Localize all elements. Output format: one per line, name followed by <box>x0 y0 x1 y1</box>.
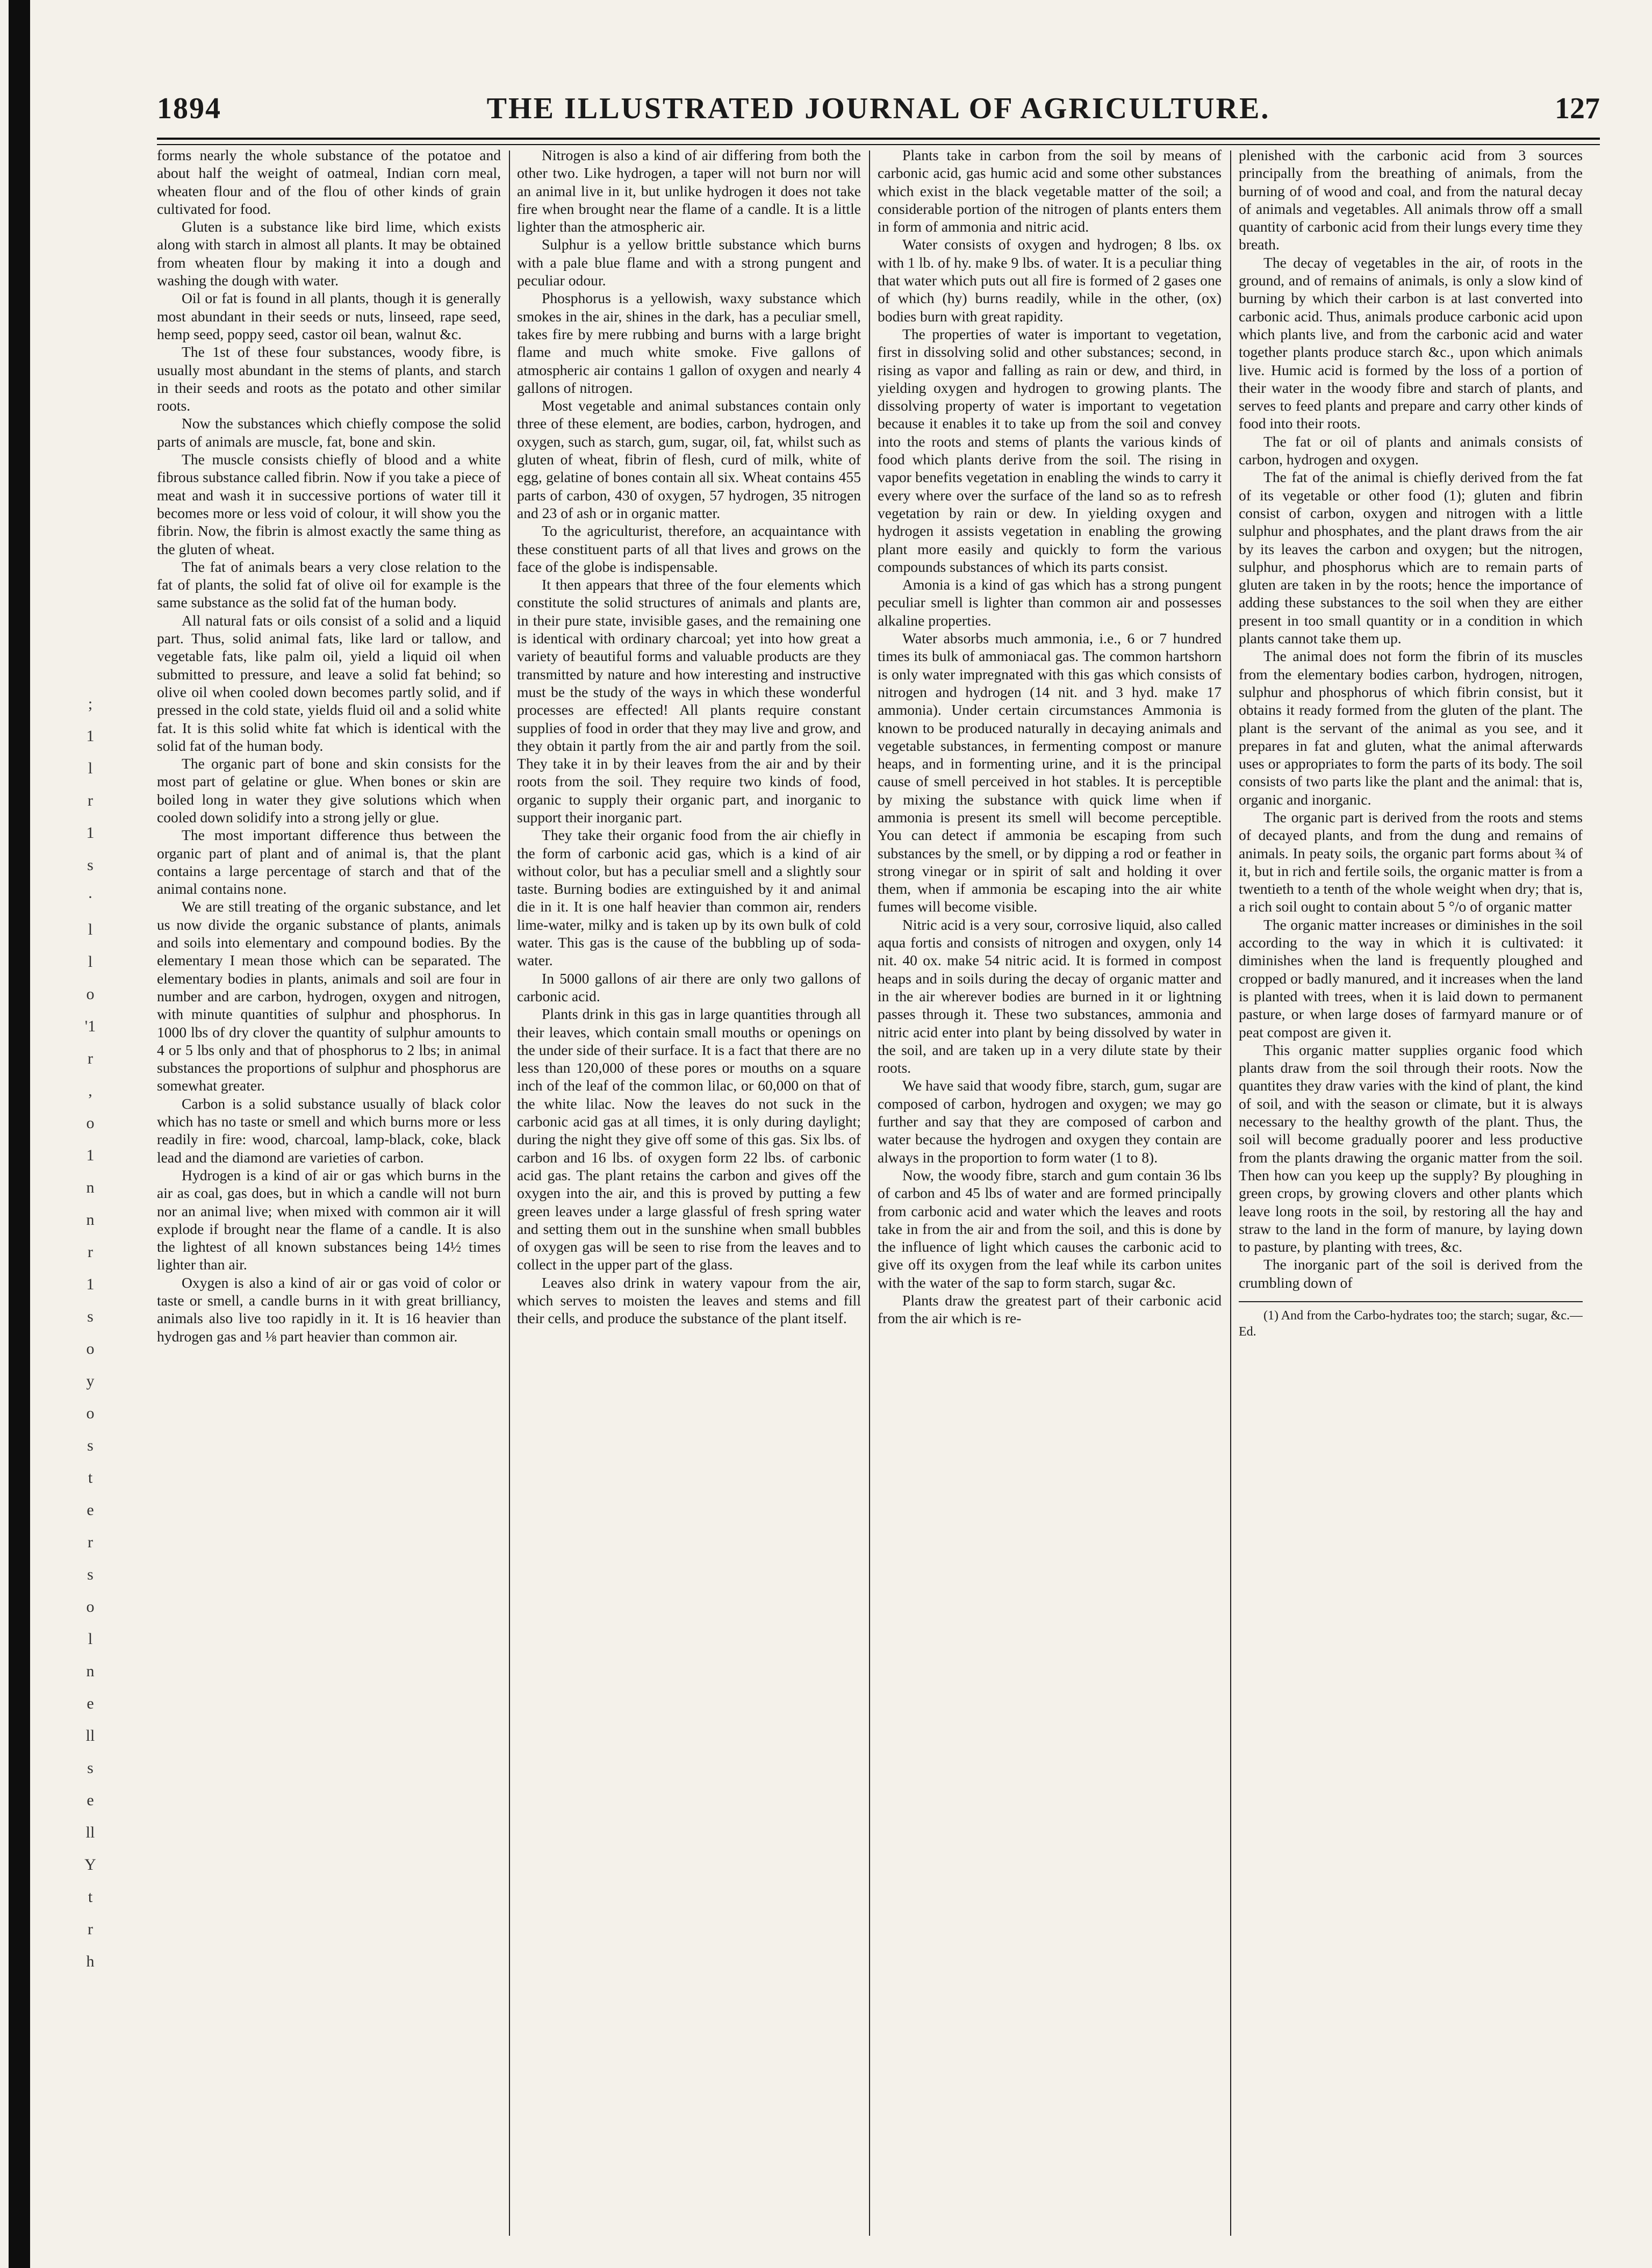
gutter-mark: o <box>86 1340 95 1358</box>
paragraph: The most important difference thus between the organic part of plant and of animal is, that the plant contains a large percentage of starch and that of the animal contains none. <box>157 827 501 898</box>
paragraph: Nitrogen is also a kind of air differing from both the other two. Like hydrogen, a taper will not burn nor will an animal live in it, but unlike hydrogen it does not take fire when brought near the flame of a candle. It is a little lighter than the atmospheric air. <box>517 147 861 235</box>
gutter-bleedthrough <box>81 688 100 2247</box>
journal-title: THE ILLUSTRATED JOURNAL OF AGRICULTURE. <box>486 92 1270 125</box>
text-column-1 <box>157 146 501 2242</box>
gutter-mark: t <box>88 1888 93 1906</box>
gutter-mark: ; <box>88 695 93 713</box>
gutter-mark: r <box>88 1050 93 1067</box>
gutter-mark: 1 <box>86 1146 95 1164</box>
paragraph: Carbon is a solid substance usually of black color which has no taste or smell and which burns more or less readily in fire: wood, charcoal, lamp-black, coke, black lead and the diamond are varieties of carbon. <box>157 1095 501 1166</box>
paragraph: All natural fats or oils consist of a solid and a liquid part. Thus, solid animal fats, like lard or tallow, and vegetable fats, like palm oil, yield a liquid oil when submitted to pressure, and leave a solid fat behind; so olive oil when cooled down becomes partly solid, and if pressed in the cold state, yields fluid oil and a solid white fat. It is this solid white fat which is identical with the solid fat of the human body. <box>157 612 501 754</box>
running-header <box>157 91 1600 140</box>
gutter-mark: 1 <box>86 1275 95 1293</box>
paragraph: Sulphur is a yellow brittle substance which burns with a pale blue flame and with a strong pungent and peculiar odour. <box>517 236 861 289</box>
gutter-mark: e <box>87 1501 94 1519</box>
gutter-mark: o <box>86 1114 95 1132</box>
gutter-mark: h <box>86 1953 95 1970</box>
paragraph: The organic part is derived from the roots and stems of decayed plants, and from the dung and remains of animals. In peaty soils, the organic part forms about ¾ of it, but in rich and fertile soils, the organic matter is from a twentieth to a tenth of the whole weight when dry; that is, a rich soil ought to contain about 5 °/o of organic matter <box>1239 808 1583 915</box>
paragraph: Phosphorus is a yellowish, waxy substance which smokes in the air, shines in the dark, has a peculiar smell, takes fire by mere rubbing and burns with a large bright flame and much white smoke. Five gallons of atmospheric air contains 1 gallon of oxygen and nearly 4 gallons of nitrogen. <box>517 290 861 396</box>
paragraph: The animal does not form the fibrin of its muscles from the elementary bodies carbon, hydrogen, nitrogen, sulphur and phosphorus of which fibrin consist, but it obtains it ready formed from the gluten of the plant. The plant is the servant of the animal as you see, and it prepares in fat and gluten, what the animal afterwards uses or appropriates to form the parts of its body. The soil consists of two parts like the plant and the animal: that is, organic and inorganic. <box>1239 648 1583 808</box>
text-column-4 <box>1239 146 1583 2242</box>
gutter-mark: r <box>88 1920 93 1938</box>
paragraph: We are still treating of the organic substance, and let us now divide the organic substance of plants, animals and soils into elementary and compound bodies. By the elementary I mean those which can be separated. The elementary bodies in plants, animals and soil are four in number and are carbon, hydrogen, oxygen and nitrogen, with minute quantities of sulphur and phosphorus. In 1000 lbs of dry clover the quantity of sulphur amounts to 4 or 5 lbs only and that of phosphorus to 2 lbs; in animal substances the proportions of sulphur and phosphorus are somewhat greater. <box>157 898 501 1094</box>
header-rule <box>157 138 1600 145</box>
gutter-mark: , <box>88 1082 92 1100</box>
paragraph: The organic matter increases or diminishes in the soil according to the way in which it is cultivated: it diminishes when the land is frequently ploughed and cropped or badly manured, and it increases when the land is planted with trees, when it is laid down to permanent pasture, or when large doses of farmyard manure or of peat compost are given it. <box>1239 916 1583 1040</box>
gutter-mark: o <box>86 985 95 1003</box>
paragraph: Water consists of oxygen and hydrogen; 8 lbs. ox with 1 lb. of hy. make 9 lbs. of water. It is a peculiar thing that water which puts out all fire is formed of 2 gases one of which (hy) burns readily, while in the other, (ox) bodies burn with great rapidity. <box>878 236 1222 325</box>
paragraph: Plants take in carbon from the soil by means of carbonic acid, gas humic acid and some other substances which exist in the black vegetable matter of the soil; a considerable portion of the nitrogen of plants enters them in form of ammonia and nitric acid. <box>878 147 1222 235</box>
paragraph: The 1st of these four substances, woody fibre, is usually most abundant in the stems of plants, and starch in their seeds and roots as the potato and other similar roots. <box>157 343 501 414</box>
header-year: 1894 <box>157 92 221 125</box>
gutter-mark: s <box>87 1759 94 1777</box>
paragraph: Now the substances which chiefly compose the solid parts of animals are muscle, fat, bone and skin. <box>157 415 501 450</box>
gutter-mark: y <box>86 1372 95 1390</box>
paragraph: plenished with the carbonic acid from 3 sources principally from the breathing of animals, from the burning of of wood and coal, and from the natural decay of animals and vegetables. All animals throw off a small quantity of carbonic acid from their lungs every time they breath. <box>1239 147 1583 253</box>
paragraph: Most vegetable and animal substances contain only three of these element, are bodies, carbon, hydrogen, and oxygen, such as starch, gum, sugar, oil, fat, whilst such as gluten of wheat, fibrin of flesh, curd of milk, white of egg, gelatine of bones contain all six. Wheat contains 455 parts of carbon, 430 of oxygen, 57 hydrogen, 35 nitrogen and 23 of ash or in organic matter. <box>517 397 861 521</box>
binding-shadow <box>9 0 30 2268</box>
column-divider <box>509 150 510 2236</box>
paragraph: forms nearly the whole substance of the potatoe and about half the weight of oatmeal, Indian corn meal, wheaten flour and of the flou of other kinds of grain cultivated for food. <box>157 147 501 217</box>
paragraph: The muscle consists chiefly of blood and a white fibrous substance called fibrin. Now if you take a piece of meat and wash it in successive portions of water till it becomes more or less void of colour, it will show you the fibrin. Now, the fibrin is almost exactly the same thing as the gluten of wheat. <box>157 451 501 557</box>
gutter-mark: e <box>87 1791 94 1809</box>
paragraph: This organic matter supplies organic food which plants draw from the soil through their roots. Now the quantites they draw varies with the kind of plant, the kind of soil, and with the season or climate, but it is always necessary to the healthy growth of the plant. Thus, the soil will become gradually poorer and less productive from the plants drawing the organic matter from the soil. Then how can you keep up the supply? By ploughing in green crops, by growing clovers and other plants which leave long roots in the soil, by restoring all the hay and straw to the land in the form of manure, by laying down to pasture, by planting with trees, &c. <box>1239 1041 1583 1255</box>
gutter-mark: s <box>87 1308 94 1325</box>
gutter-mark: s <box>87 1437 94 1454</box>
page-number: 127 <box>1555 92 1600 125</box>
paragraph: Hydrogen is a kind of air or gas which burns in the air as coal, gas does, but in which a candle will not burn nor an animal live; when mixed with common air it will explode if brought near the flame of a candle. It is also the lightest of all known substances being 14½ times lighter than air. <box>157 1166 501 1273</box>
gutter-mark: o <box>86 1598 95 1616</box>
gutter-mark: ll <box>85 1824 95 1841</box>
gutter-mark: ll <box>85 1727 95 1745</box>
gutter-mark: r <box>88 792 93 809</box>
paragraph: In 5000 gallons of air there are only two gallons of carbonic acid. <box>517 970 861 1004</box>
gutter-mark: n <box>86 1662 95 1680</box>
gutter-mark: l <box>88 953 93 971</box>
paragraph: The fat or oil of plants and animals consists of carbon, hydrogen and oxygen. <box>1239 433 1583 468</box>
paragraph: Oxygen is also a kind of air or gas void of color or taste or smell, a candle burns in it with great brilliancy, animals also live too rapidly in it. It is 16 heavier than hydrogen gas and ⅛ part heavier than common air. <box>157 1274 501 1345</box>
paragraph: Water absorbs much ammonia, i.e., 6 or 7 hundred times its bulk of ammoniacal gas. The common hartshorn is only water impregnated with this gas which consists of nitrogen and hydrogen (14 nit. and 3 hyd. make 17 ammonia). Under certain circumstances Ammonia is known to be produced naturally in decaying animals and vegetable substances, in fermenting compost or manure heaps, and in formenting urine, and it is the principal cause of smell perceived in hot stables. It is perceptible by mixing the substance with quick lime when if ammonia is present its smell will become perceptible. You can detect if ammonia be escaping from such substances by the smell, or by dipping a rod or feather in strong vinegar or in spirit of salt and holding it over them, when if ammonia be escaping into the air white fumes will become visible. <box>878 630 1222 915</box>
paragraph: Oil or fat is found in all plants, though it is generally most abundant in their seeds or nuts, linseed, rape seed, hemp seed, poppy seed, castor oil bean, walnut &c. <box>157 290 501 342</box>
gutter-mark: r <box>88 1533 93 1551</box>
column-divider <box>869 150 870 2236</box>
paragraph: Plants draw the greatest part of their carbonic acid from the air which is re- <box>878 1292 1222 1327</box>
paragraph: Gluten is a substance like bird lime, which exists along with starch in almost all plants. It may be obtained from wheaten flour by making it into a dough and washing the dough with water. <box>157 218 501 289</box>
gutter-mark: e <box>87 1695 94 1712</box>
column-4-paragraphs <box>1239 146 1583 1291</box>
gutter-mark: l <box>88 921 93 938</box>
paragraph: The fat of the animal is chiefly derived from the fat of its vegetable or other food (1); gluten and fibrin consist of carbon, oxygen and nitrogen with a little sulphur and phosphates, and the plant draws from the air by its leaves the carbon and oxygen; but the nitrogen, sulphur, and phosphorus which are to remain parts of gluten are taken in by the roots; hence the importance of adding these substances to the soil when they are either present in too small quantity or in a condition in which plants cannot take them up. <box>1239 469 1583 647</box>
footnote: (1) And from the Carbo-hydrates too; the starch; sugar, &c.—Ed. <box>1239 1309 1583 1339</box>
footnote-rule <box>1239 1301 1583 1302</box>
gutter-mark: l <box>88 1630 93 1648</box>
gutter-mark: r <box>88 1243 93 1261</box>
paragraph: Amonia is a kind of gas which has a strong pungent peculiar smell is lighter than common air and possesses alkaline properties. <box>878 576 1222 629</box>
gutter-mark: · <box>88 888 93 906</box>
paragraph: To the agriculturist, therefore, an acquaintance with these constituent parts of all that lives and grows on the face of the globe is indispensable. <box>517 522 861 575</box>
gutter-mark: s <box>87 856 94 874</box>
gutter-mark: n <box>86 1211 95 1229</box>
paragraph: Leaves also drink in watery vapour from the air, which serves to moisten the leaves and stems and fill their cells, and produce the substance of the plant itself. <box>517 1274 861 1327</box>
gutter-mark: l <box>88 759 93 777</box>
gutter-mark: o <box>86 1404 95 1422</box>
paragraph: Plants drink in this gas in large quantities through all their leaves, which contain small mouths or openings on the under side of their surface. It is a fact that there are no less than 120,000 of these pores or mouths on a square inch of the leaf of the common lilac, or 60,000 on that of the white lilac. Now the leaves do not suck in the carbonic acid gas at all times, it is only during daylight; during the night they give off some of this gas. Six lbs. of carbon and 16 lbs. of oxygen form 22 lbs. of carbonic acid gas. The plant retains the carbon and gives off the oxygen into the air, and this is proved by putting a few green leaves under a large glassful of fresh spring water and setting them out in the sunshine when small bubbles of oxygen gas will be seen to rise from the leaves and to collect in the upper part of the glass. <box>517 1006 861 1273</box>
paragraph: The organic part of bone and skin consists for the most part of gelatine or glue. When bones or skin are boiled long in water they give solutions which when cooled down solidify into a strong jelly or glue. <box>157 755 501 826</box>
paragraph: It then appears that three of the four elements which constitute the solid structures of animals and plants are, in their pure state, invisible gases, and the remaining one is identical with ordinary charcoal; yet into how great a variety of beautiful forms and valuable products are they transmitted by nature and how interesting and instructive must be the study of the ways in which these wonderful processes are effected! All plants require constant supplies of food in order that they may live and grow, and they obtain it partly from the air and partly from the soil. They take it in by their leaves from the air and by their roots from the soil. They require two kinds of food, organic to supply their organic part, and inorganic to support their inorganic part. <box>517 576 861 826</box>
paragraph: We have said that woody fibre, starch, gum, sugar are composed of carbon, hydrogen and oxygen; we may go further and say that they are composed of carbon and water because the hydrogen and oxygen they contain are always in the proportion to form water (1 to 8). <box>878 1077 1222 1166</box>
paragraph: The fat of animals bears a very close relation to the fat of plants, the solid fat of olive oil for example is the same substance as the solid fat of the human body. <box>157 558 501 611</box>
gutter-mark: 1 <box>86 824 95 842</box>
column-divider <box>1230 150 1231 2236</box>
gutter-mark: t <box>88 1469 93 1487</box>
paragraph: Now, the woody fibre, starch and gum contain 36 lbs of carbon and 45 lbs of water and are formed principally from carbonic acid and water which the leaves and roots take in from the air and from the soil, and this is done by the influence of light which causes the carbonic acid to give off its oxygen from the leaf while its carbon unites with the water of the sap to form starch, sugar &c. <box>878 1166 1222 1291</box>
text-column-2 <box>517 146 861 2242</box>
gutter-mark: n <box>86 1179 95 1196</box>
gutter-mark: '1 <box>84 1017 96 1035</box>
gutter-mark: s <box>87 1566 94 1583</box>
text-column-3 <box>878 146 1222 2242</box>
paragraph: The inorganic part of the soil is derived from the crumbling down of <box>1239 1256 1583 1291</box>
gutter-mark: 1 <box>86 727 95 745</box>
paragraph: The properties of water is important to vegetation, first in dissolving solid and other substances; second, in rising as vapor and falling as rain or dew, and third, in yielding oxygen and hydrogen to growing plants. The dissolving property of water is important to vegetation because it enables it to take up from the soil and convey into the roots and stems of plants the various kinds of food which plants derive from the soil. The rising in vapor benefits vegetation in enabling the winds to carry it every where over the surface of the land so as to refresh vegetation by rain or dew. In yielding oxygen and hydrogen it assists vegetation in enabling the growing plant more easily and quickly to form the various compounds substances of which its parts consist. <box>878 325 1222 575</box>
paragraph: Nitric acid is a very sour, corrosive liquid, also called aqua fortis and consists of nitrogen and oxygen, only 14 nit. 40 ox. make 54 nitric acid. It is formed in compost heaps and in soils during the decay of organic matter and in the air wherever bodies are burned in it or lightning passes through it. These two substances, ammonia and nitric acid enter into plant by being dissolved by water in the soil, and are taken up in a very dilute state by their roots. <box>878 916 1222 1076</box>
gutter-mark: Y <box>84 1856 96 1874</box>
paragraph: The decay of vegetables in the air, of roots in the ground, and of remains of animals, is only a slow kind of burning by which their carbon is at last converted into carbonic acid. Thus, animals produce carbonic acid upon which plants live, and from the carbonic acid and water together plants produce starch &c., upon which animals live. Humic acid is formed by the loss of a portion of their water in the woody fibre and starch of plants, and serves to feed plants and prepare and carry other kinds of food into their roots. <box>1239 254 1583 432</box>
paragraph: They take their organic food from the air chiefly in the form of carbonic acid gas, which is a kind of air without color, but has a peculiar smell and a slightly sour taste. Burning bodies are extinguished by it and animal die in it. It is one half heavier than common air, renders lime-water, milky and is taken up by its own bulk of cold water. This gas is the cause of the bubbling up of soda-water. <box>517 827 861 969</box>
